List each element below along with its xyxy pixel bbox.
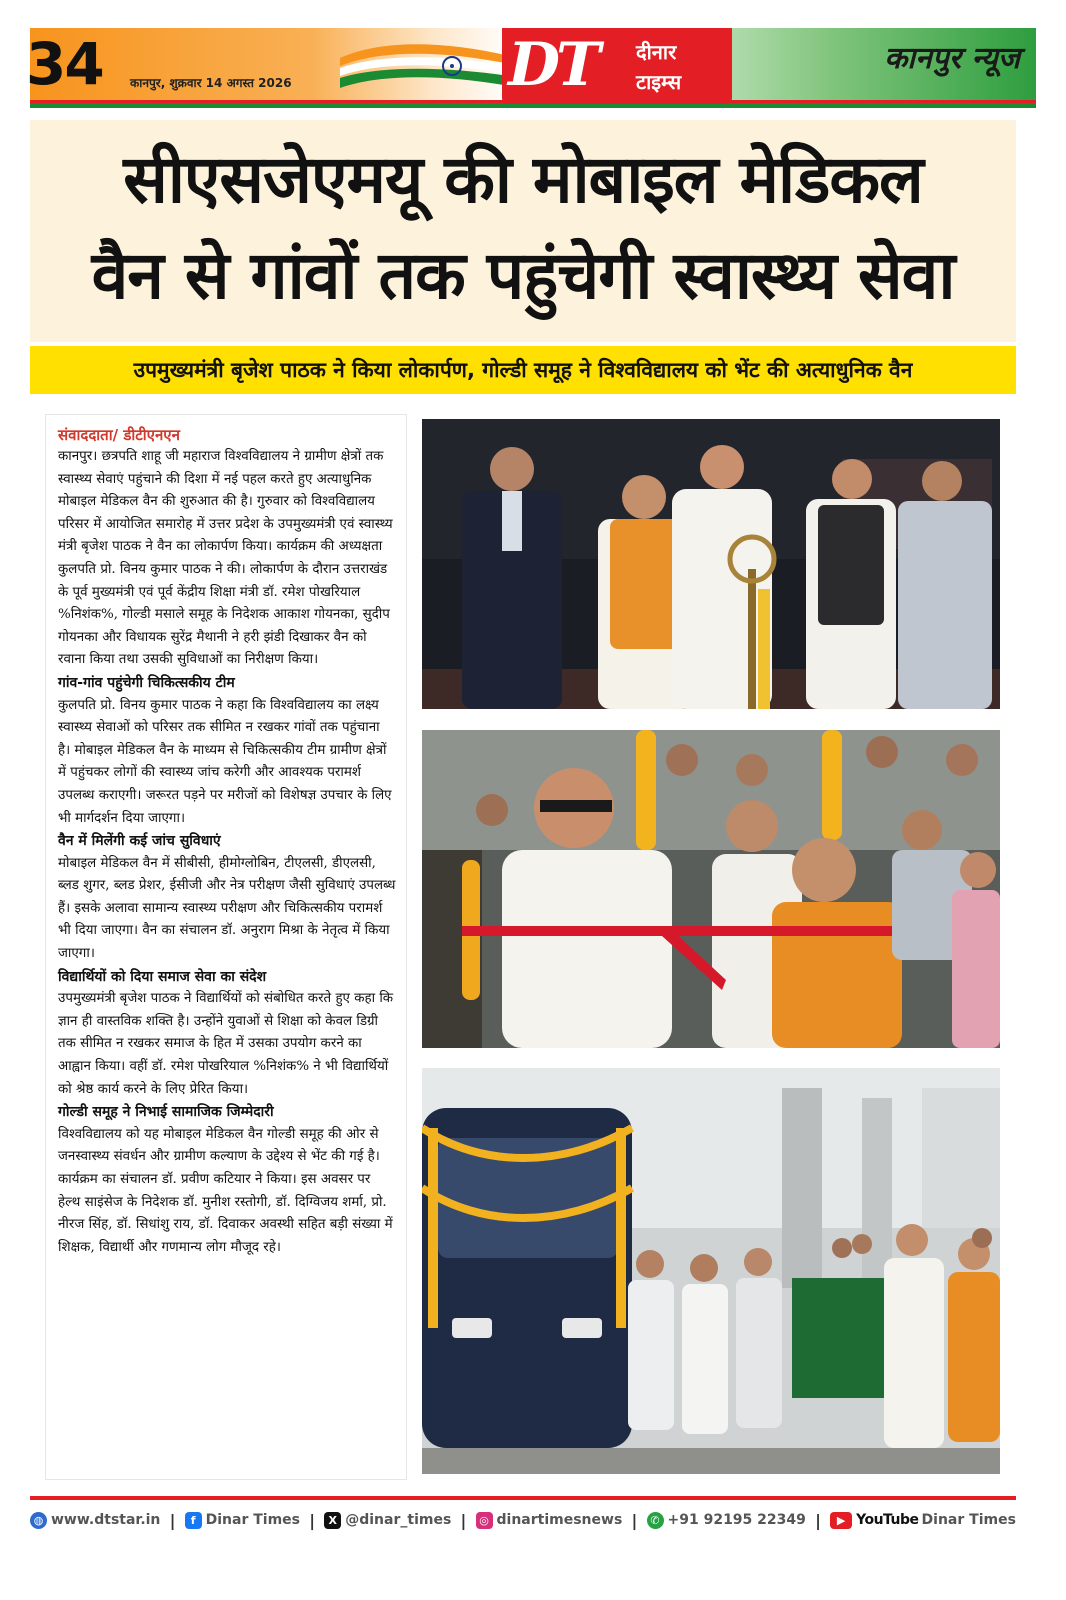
article-subheading: गोल्डी समूह ने निभाई सामाजिक जिम्मेदारी — [58, 1104, 274, 1121]
article-paragraph: मोबाइल मेडिकल वैन में सीबीसी, हीमोग्लोबिन, टीएलसी, डीएलसी, ब्लड शुगर, ब्लड प्रेशर, ईसीजी और नेत्र परीक्षण जैसी सुविधाएं उपलब्ध हैं। इसके अलावा सामान्य स्वास्थ्य परीक्षण और चिकित्सकीय परामर्श भी दिया जाएगा। वैन का संचालन डॉ. अनुराग मिश्रा के नेतृत्व में किया जाएगा। — [58, 855, 396, 962]
photo-flag-off-van — [422, 1068, 1000, 1474]
logo-word-top: दीनार — [636, 40, 677, 64]
article-paragraph: कानपुर। छत्रपति शाहू जी महाराज विश्वविद्यालय ने ग्रामीण क्षेत्रों तक स्वास्थ्य सेवाएं पहुंचाने की दिशा में नई पहल करते हुए अत्याधुनिक मोबाइल मेडिकल वैन की शुरुआत की है। गुरुवार को विश्वविद्यालय परिसर में आयोजित समारोह में उत्तर प्रदेश के उपमुख्यमंत्री एवं स्वास्थ्य मंत्री बृजेश पाठक ने वैन का लोकार्पण किया। कार्यक्रम की अध्यक्षता कुलपति प्रो. विनय कुमार पाठक ने की। लोकार्पण के दौरान उत्तराखंड के पूर्व मुख्यमंत्री एवं पूर्व केंद्रीय शिक्षा मंत्री डॉ. रमेश पोखरियाल %निशंक%, गोल्डी मसाले समूह के निदेशक आकाश गोयनका, सुदीप गोयनका और विधायक सुरेंद्र मैथानी ने हरी झंडी दिखाकर वैन को रवाना किया तथा उसकी सुविधाओं का निरीक्षण किया। — [58, 449, 393, 668]
article-paragraph: विश्वविद्यालय को यह मोबाइल मेडिकल वैन गोल्डी समूह की ओर से जनस्वास्थ्य संवर्धन और ग्रामीण कल्याण के उद्देश्य से भेंट की गई है। कार्यक्रम का संचालन डॉ. प्रवीण कटियार ने किया। इस अवसर पर हेल्थ साइंसेज के निदेशक डॉ. मुनीश रस्तोगी, डॉ. दिग्विजय शर्मा, प्रो. नीरज सिंह, डॉ. सिधांशु राय, डॉ. दिवाकर अवस्थी सहित बड़ी संख्या में शिक्षक, विद्यार्थी और गणमान्य लोग मौजूद रहे। — [58, 1126, 393, 1255]
footer — [30, 1508, 1016, 1532]
headline-line-1: सीएसजेएमयू की मोबाइल मेडिकल — [123, 141, 923, 218]
footer-separator: | — [460, 1510, 467, 1530]
logo-word-bottom: टाइम्स — [636, 70, 682, 94]
footer-youtube[interactable] — [830, 1512, 1016, 1529]
photo-ribbon-cutting — [422, 730, 1000, 1048]
flag-swoosh-icon — [340, 36, 510, 94]
subhead-bar — [30, 346, 1016, 394]
footer-facebook[interactable] — [185, 1512, 300, 1529]
article-subheading: वैन में मिलेंगी कई जांच सुविधाएं — [58, 833, 221, 850]
facebook-icon: f — [185, 1512, 202, 1529]
footer-whatsapp[interactable] — [647, 1512, 806, 1529]
footer-separator: | — [631, 1510, 638, 1530]
footer-instagram[interactable] — [476, 1512, 623, 1529]
footer-separator: | — [309, 1510, 316, 1530]
article-body — [45, 414, 407, 1480]
article-subheading: गांव-गांव पहुंचेगी चिकित्सकीय टीम — [58, 674, 235, 691]
dateline: कानपुर, शुक्रवार 14 अगस्त 2026 — [130, 76, 292, 90]
globe-icon: ◍ — [30, 1512, 47, 1529]
youtube-wordmark: YouTube — [856, 1512, 919, 1528]
footer-youtube-text: Dinar Times — [921, 1512, 1016, 1528]
footer-facebook-text: Dinar Times — [205, 1512, 301, 1528]
footer-website-text: www.dtstar.in — [51, 1512, 161, 1528]
instagram-icon: ◎ — [476, 1512, 493, 1529]
article-paragraph: उपमुख्यमंत्री बृजेश पाठक ने विद्यार्थियों को संबोधित करते हुए कहा कि ज्ञान ही वास्तविक शक्ति है। उन्होंने युवाओं से शिक्षा को केवल डिग्री तक सीमित न रखकर समाज के हित में उसका उपयोग करने का आह्वान किया। वहीं डॉ. रमेश पोखरियाल %निशंक% ने भी विद्यार्थियों को श्रेष्ठ कार्य करने के लिए प्रेरित किया। — [58, 991, 394, 1097]
headline — [30, 132, 1016, 324]
footer-whatsapp-text: +91 92195 22349 — [667, 1512, 806, 1528]
masthead — [26, 28, 1036, 108]
byline: संवाददाता/ डीटीएनएन — [58, 426, 180, 444]
headline-block — [30, 120, 1016, 342]
photo-lamp-lighting — [422, 419, 1000, 709]
youtube-icon: ▶ — [830, 1512, 852, 1529]
subhead: उपमुख्यमंत्री बृजेश पाठक ने किया लोकार्पण, गोल्डी समूह ने विश्वविद्यालय को भेंट की अत्याधुनिक वैन — [133, 358, 913, 382]
x-icon: X — [324, 1512, 341, 1529]
article-subheading: विद्यार्थियों को दिया समाज सेवा का संदेश — [58, 968, 267, 985]
footer-rule — [30, 1496, 1016, 1500]
logo-mark: DT — [508, 30, 597, 100]
footer-x-text: @dinar_times — [345, 1512, 452, 1528]
page-number: 34 — [26, 30, 103, 98]
footer-instagram-text: dinartimesnews — [496, 1512, 623, 1528]
footer-separator: | — [815, 1510, 821, 1530]
article-paragraph: कुलपति प्रो. विनय कुमार पाठक ने कहा कि विश्वविद्यालय का लक्ष्य स्वास्थ्य सेवाओं को परिसर तक सीमित न रखकर गांवों तक पहुंचाना है। मोबाइल मेडिकल वैन के माध्यम से चिकित्सकीय टीम ग्रामीण क्षेत्रों में पहुंचकर लोगों की स्वास्थ्य जांच करेगी और आवश्यक परामर्श उपलब्ध कराएगी। जरूरत पड़ने पर मरीजों को विशेषज्ञ उपचार के लिए भी मार्गदर्शन दिया जाएगा। — [58, 697, 392, 826]
whatsapp-icon: ✆ — [647, 1512, 664, 1529]
footer-separator: | — [169, 1510, 176, 1530]
headline-line-2: वैन से गांवों तक पहुंचेगी स्वास्थ्य सेवा — [91, 237, 955, 314]
footer-website[interactable] — [30, 1512, 160, 1529]
section-name: कानपुर न्यूज — [884, 41, 1020, 76]
dinar-times-logo — [502, 28, 732, 104]
footer-x[interactable] — [324, 1512, 451, 1529]
